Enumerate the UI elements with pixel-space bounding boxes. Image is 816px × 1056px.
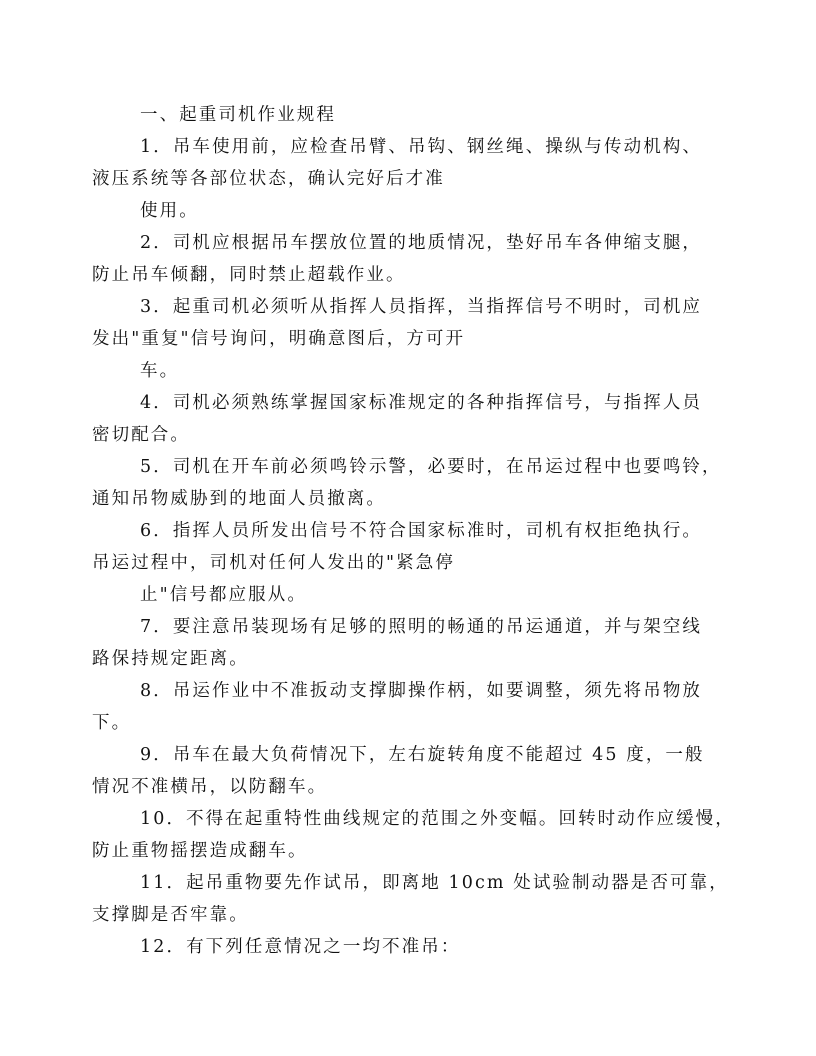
text-line: 情况不准横吊，以防翻车。	[92, 777, 328, 797]
text-line: 11．起吊重物要先作试吊，即离地 10cm 处试验制动器是否可靠，	[140, 873, 729, 893]
text-line: 4．司机必须熟练掌握国家标准规定的各种指挥信号，与指挥人员	[140, 393, 703, 413]
text-line: 支撑脚是否牢靠。	[92, 905, 249, 925]
section-heading: 一、起重司机作业规程	[140, 105, 336, 125]
text-line: 6．指挥人员所发出信号不符合国家标准时，司机有权拒绝执行。	[140, 521, 703, 541]
text-line: 防止吊车倾翻，同时禁止超载作业。	[92, 265, 406, 285]
text-line: 使用。	[140, 201, 199, 221]
document-body	[92, 99, 735, 963]
text-line: 防止重物摇摆造成翻车。	[92, 841, 308, 861]
text-line: 路保持规定距离。	[92, 649, 249, 669]
text-line: 通知吊物威胁到的地面人员撤离。	[92, 489, 386, 509]
text-line: 下。	[92, 713, 132, 733]
text-line: 发出"重复"信号询问，明确意图后，方可开	[92, 329, 466, 349]
text-line: 液压系统等各部位状态，确认完好后才准	[92, 169, 445, 189]
text-line: 1．吊车使用前，应检查吊臂、吊钩、钢丝绳、操纵与传动机构、	[140, 137, 703, 157]
text-line: 止"信号都应服从。	[140, 585, 307, 605]
text-line: 密切配合。	[92, 425, 190, 445]
text-line: 10．不得在起重特性曲线规定的范围之外变幅。回转时动作应缓慢，	[140, 809, 735, 829]
text-line: 3．起重司机必须听从指挥人员指挥，当指挥信号不明时，司机应	[140, 297, 703, 317]
text-line: 5．司机在开车前必须鸣铃示警，必要时，在吊运过程中也要鸣铃，	[140, 457, 722, 477]
text-line: 8．吊运作业中不准扳动支撑脚操作柄，如要调整，须先将吊物放	[140, 681, 703, 701]
text-line: 7．要注意吊装现场有足够的照明的畅通的吊运通道，并与架空线	[140, 617, 703, 637]
text-line: 车。	[140, 361, 180, 381]
text-line: 2．司机应根据吊车摆放位置的地质情况，垫好吊车各伸缩支腿，	[140, 233, 703, 253]
text-line: 吊运过程中，司机对任何人发出的"紧急停	[92, 553, 455, 573]
text-line: 12．有下列任意情况之一均不准吊：	[140, 937, 461, 957]
text-line: 9．吊车在最大负荷情况下，左右旋转角度不能超过 45 度，一般	[140, 745, 705, 765]
